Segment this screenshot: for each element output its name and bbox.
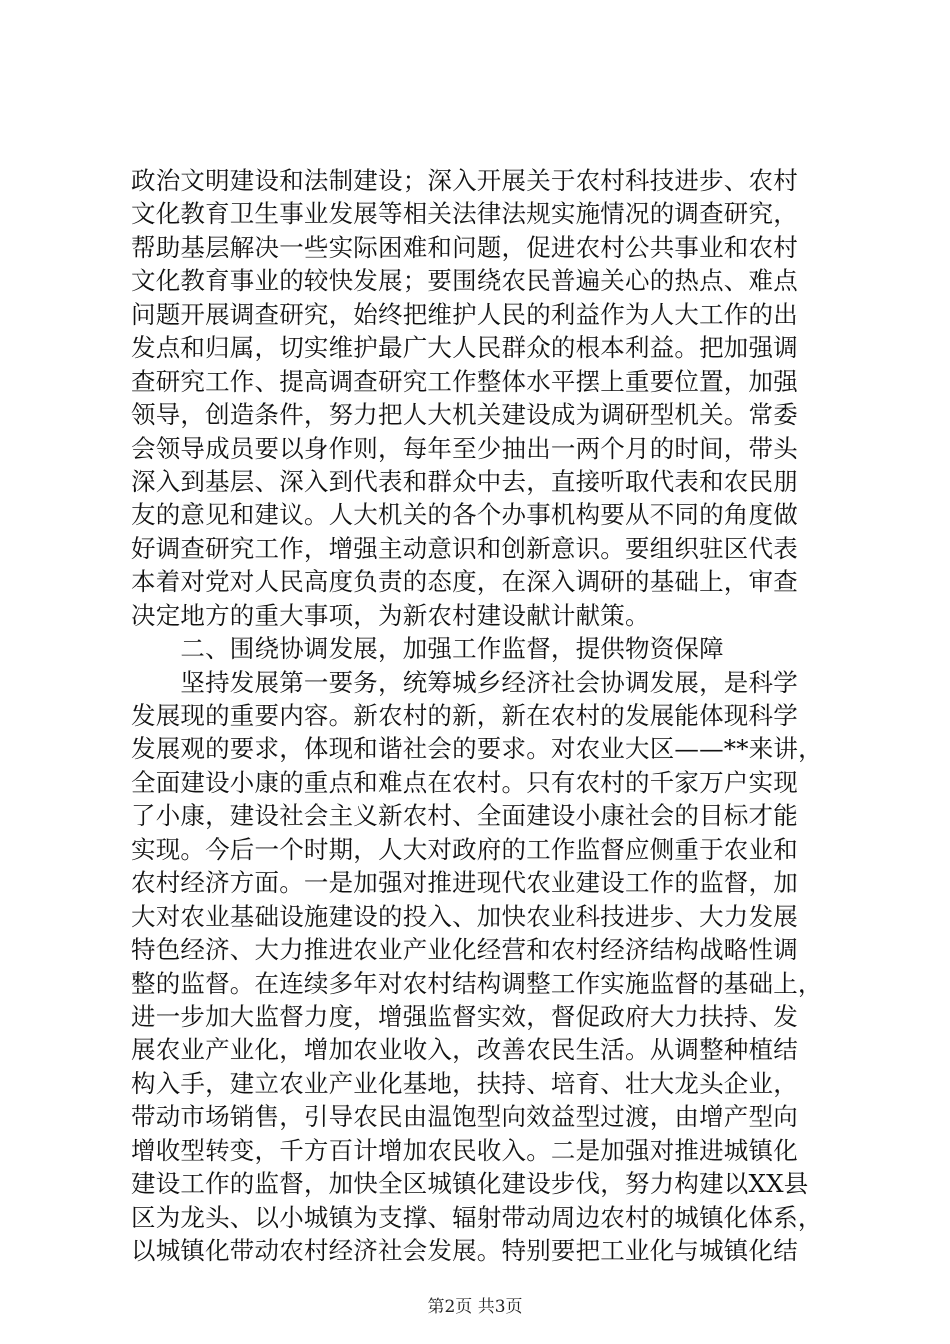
- text-line: 文化教育卫生事业发展等相关法律法规实施情况的调查研究，: [131, 199, 798, 229]
- text-line: 了小康，建设社会主义新农村、全面建设小康社会的目标才能: [131, 801, 798, 831]
- text-line: 农村经济方面。一是加强对推进现代农业建设工作的监督，加: [131, 868, 798, 898]
- text-line: 区为龙头、以小城镇为支撑、辐射带动周边农村的城镇化体系，: [131, 1202, 823, 1232]
- text-line: 发展现的重要内容。新农村的新，新在农村的发展能体现科学: [131, 701, 798, 730]
- text-line: 会领导成员要以身作则，每年至少抽出一两个月的时间，带头: [131, 433, 798, 463]
- text-line: 以城镇化带动农村经济社会发展。特别要把工业化与城镇化结: [131, 1236, 798, 1265]
- text-line: 全面建设小康的重点和难点在农村。只有农村的千家万户实现: [131, 767, 798, 797]
- text-line: 查研究工作、提高调查研究工作整体水平摆上重要位置，加强: [131, 366, 798, 396]
- text-line: 进一步加大监督力度，增强监督实效，督促政府大力扶持、发: [131, 1001, 798, 1031]
- text-line: 好调查研究工作，增强主动意识和创新意识。要组织驻区代表: [131, 533, 798, 563]
- text-line: 带动市场销售，引导农民由温饱型向效益型过渡，由增产型向: [131, 1102, 798, 1132]
- page-number-footer: 第2页 共3页: [427, 1297, 523, 1317]
- text-line: 实现。今后一个时期，人大对政府的工作监督应侧重于农业和: [131, 834, 798, 864]
- text-line: 问题开展调查研究，始终把维护人民的利益作为人大工作的出: [131, 299, 798, 329]
- text-line: 深入到基层、深入到代表和群众中去，直接听取代表和农民朋: [131, 466, 798, 496]
- text-line: 领导，创造条件，努力把人大机关建设成为调研型机关。常委: [131, 400, 798, 430]
- text-line: 政治文明建设和法制建设；深入开展关于农村科技进步、农村: [131, 166, 798, 195]
- body-text: [131, 164, 831, 1267]
- text-line: 决定地方的重大事项，为新农村建设献计献策。: [131, 600, 650, 630]
- text-line: 增收型转变，千方百计增加农民收入。二是加强对推进城镇化: [131, 1135, 798, 1165]
- text-line: 坚持发展第一要务，统筹城乡经济社会协调发展，是科学: [131, 667, 798, 697]
- text-line: 构入手，建立农业产业化基地，扶持、培育、壮大龙头企业，: [131, 1068, 798, 1098]
- text-line: 建设工作的监督，加快全区城镇化建设步伐，努力构建以XX县: [131, 1169, 809, 1199]
- text-line: 友的意见和建议。人大机关的各个办事机构要从不同的角度做: [131, 500, 798, 530]
- text-line: 本着对党对人民高度负责的态度，在深入调研的基础上，审查: [131, 567, 798, 597]
- text-line: 发展观的要求，体现和谐社会的要求。对农业大区——**来讲，: [131, 734, 823, 764]
- text-line: 帮助基层解决一些实际困难和问题，促进农村公共事业和农村: [131, 232, 798, 262]
- text-line: 文化教育事业的较快发展；要围绕农民普遍关心的热点、难点: [131, 266, 798, 296]
- text-line: 大对农业基础设施建设的投入、加快农业科技进步、大力发展: [131, 901, 798, 931]
- text-line: 发点和归属，切实维护最广大人民群众的根本利益。把加强调: [131, 333, 798, 363]
- text-line: 整的监督。在连续多年对农村结构调整工作实施监督的基础上，: [131, 968, 823, 998]
- section-heading: 二、围绕协调发展，加强工作监督，提供物资保障: [131, 634, 724, 664]
- text-line: 特色经济、大力推进农业产业化经营和农村经济结构战略性调: [131, 935, 798, 965]
- text-line: 展农业产业化，增加农业收入，改善农民生活。从调整种植结: [131, 1035, 798, 1065]
